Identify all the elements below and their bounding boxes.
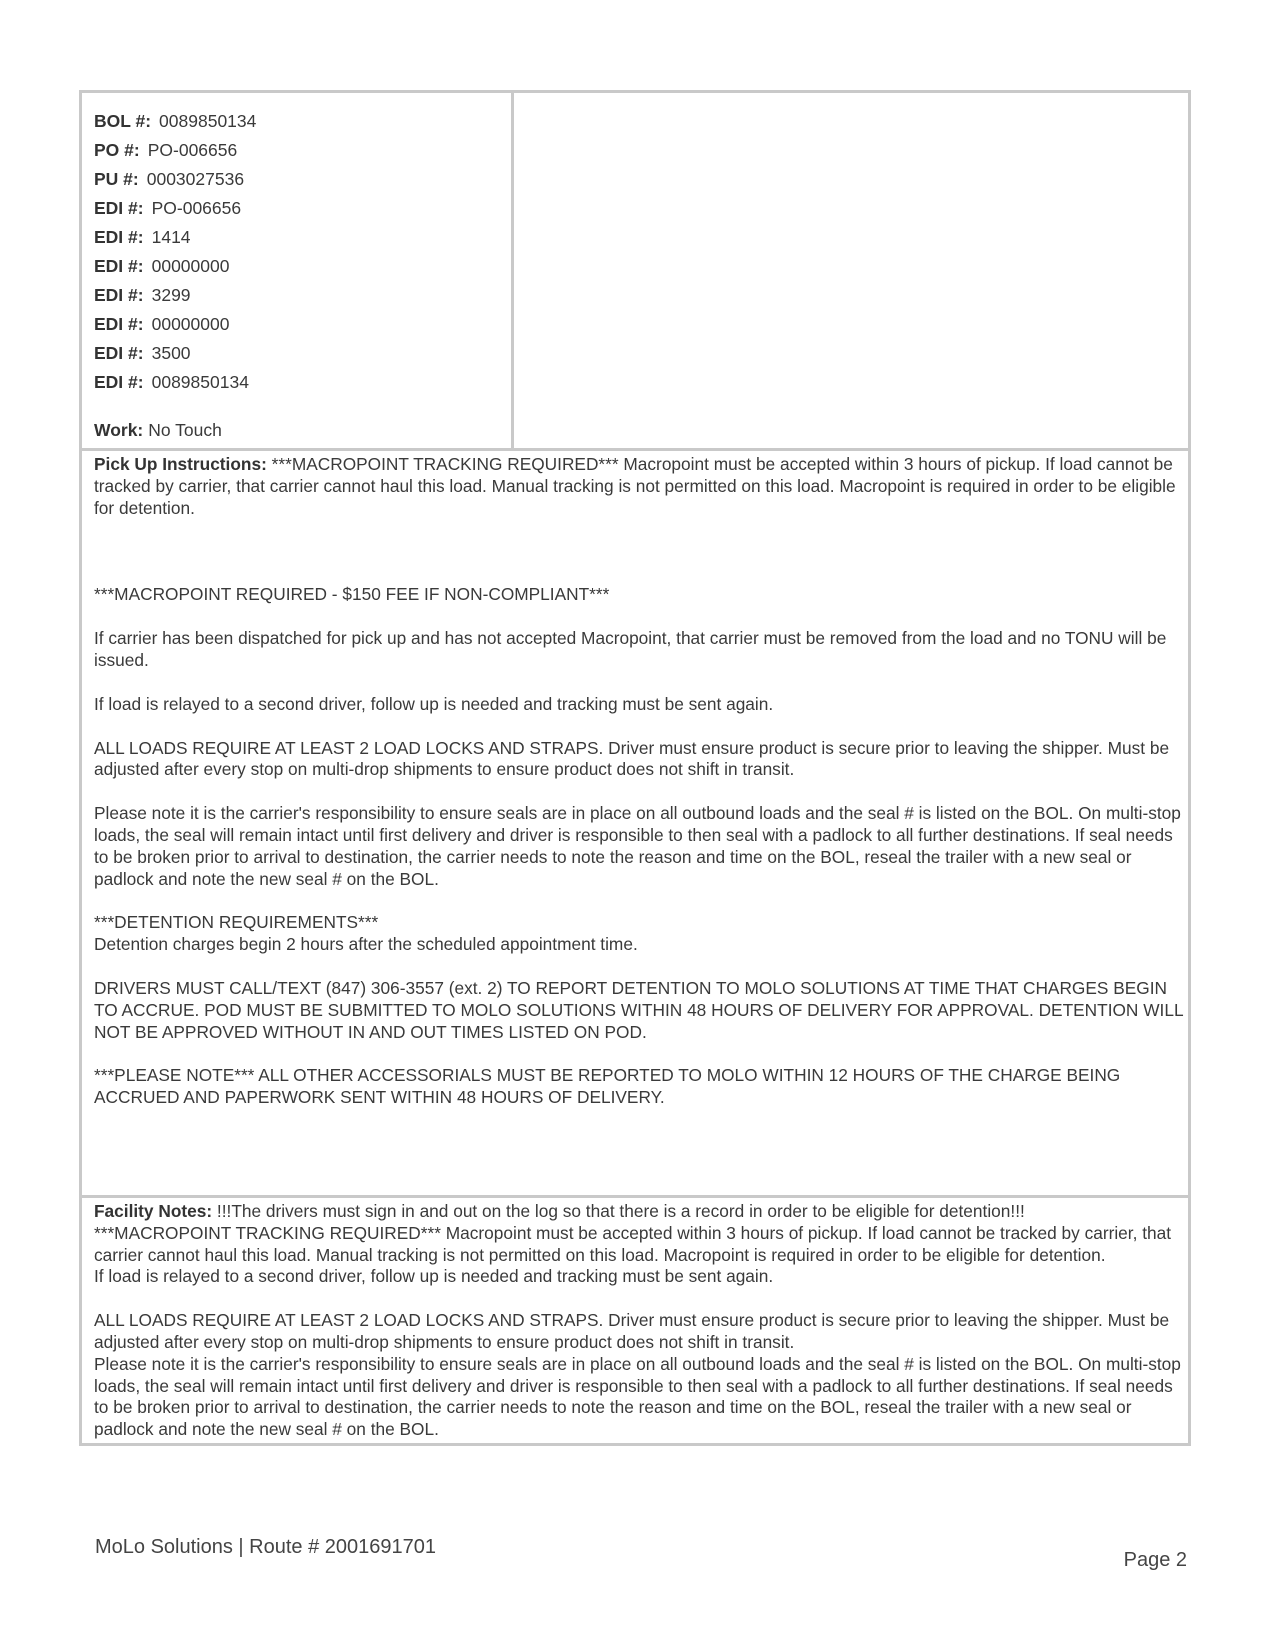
edi-number-line	[94, 281, 511, 310]
footer-route: MoLo Solutions | Route # 2001691701	[95, 1536, 437, 1558]
work-value: No Touch	[148, 420, 222, 440]
id-label: PO #:	[94, 140, 140, 160]
detention-paragraph	[94, 912, 1184, 956]
id-label: PU #:	[94, 169, 139, 189]
pu-number-line	[94, 165, 511, 194]
edi-number-line	[94, 310, 511, 339]
id-value: 00000000	[151, 256, 230, 276]
pickup-paragraph: If carrier has been dispatched for pick up and has not accepted Macropoint, that carrier must be removed from the load and no TONU will be issued.	[94, 628, 1167, 670]
pickup-instructions-label: Pick Up Instructions:	[94, 454, 267, 474]
pickup-paragraph	[94, 454, 1184, 519]
edi-number-line	[94, 223, 511, 252]
facility-paragraph: ALL LOADS REQUIRE AT LEAST 2 LOAD LOCKS AND STRAPS. Driver must ensure product is secure prior to leaving the shipper. Must be adjusted after every stop on multi-drop shipments to ensure product does not shift in transit.	[94, 1310, 1170, 1352]
bol-number-line	[94, 107, 511, 136]
id-value: 3299	[151, 285, 191, 305]
edi-number-line	[94, 339, 511, 368]
pickup-paragraph: ALL LOADS REQUIRE AT LEAST 2 LOAD LOCKS AND STRAPS. Driver must ensure product is secure prior to leaving the shipper. Must be adjusted after every stop on multi-drop shipments to ensure product does not shift in transit.	[94, 737, 1170, 780]
facility-paragraph	[94, 1201, 1184, 1223]
id-label: EDI #:	[94, 227, 144, 247]
reference-numbers-row	[82, 93, 1188, 451]
id-label: EDI #:	[94, 256, 144, 276]
pickup-paragraph: If load is relayed to a second driver, follow up is needed and tracking must be sent again.	[94, 693, 774, 714]
spacer	[94, 519, 1184, 584]
pickup-paragraph: Please note it is the carrier's responsibility to ensure seals are in place on all outbound loads and the seal # is listed on the BOL. On multi-stop loads, the seal will remain intact until first delivery and driver is responsible to then seal with a padlock to all further destinations. If seal needs to be broken prior to arrival to destination, the carrier needs to note the reason and time on the BOL, reseal the trailer with a new seal or padlock and note the new seal # on the BOL.	[94, 803, 1181, 889]
id-value: 0003027536	[146, 169, 245, 189]
id-value: 1414	[151, 227, 191, 247]
work-label: Work:	[94, 420, 144, 440]
id-value: PO-006656	[147, 140, 238, 160]
facility-notes-label: Facility Notes:	[94, 1201, 213, 1221]
pickup-paragraph: ***MACROPOINT REQUIRED - $150 FEE IF NON-COMPLIANT***	[94, 584, 610, 605]
id-label: EDI #:	[94, 314, 144, 334]
id-label: EDI #:	[94, 372, 144, 392]
detention-heading: ***DETENTION REQUIREMENTS***	[94, 912, 379, 933]
facility-paragraph: ***MACROPOINT TRACKING REQUIRED*** Macropoint must be accepted within 3 hours of pickup. If load cannot be tracked by carrier, that carrier cannot haul this load. Manual tracking is not permitted on this load. Macropoint is required in order to be eligible for detention.	[94, 1222, 1172, 1265]
id-label: EDI #:	[94, 343, 144, 363]
page-number: Page 2	[1123, 1549, 1187, 1571]
facility-text: !!!The drivers must sign in and out on the log so that there is a record in order to be eligible for detention!!!	[212, 1201, 1025, 1221]
id-value: PO-006656	[151, 198, 242, 218]
id-value: 0089850134	[159, 111, 257, 131]
pickup-instructions-cell	[82, 451, 1188, 1198]
facility-notes-cell	[82, 1198, 1188, 1443]
work-line	[94, 418, 511, 442]
facility-paragraph: Please note it is the carrier's responsibility to ensure seals are in place on all outbound loads and the seal # is listed on the BOL. On multi-stop loads, the seal will remain intact until first delivery and driver is responsible to then seal with a padlock to all further destinations. If seal needs to be broken prior to arrival to destination, the carrier needs to note the reason and time on the BOL, reseal the trailer with a new seal or padlock and note the new seal # on the BOL.	[94, 1353, 1181, 1440]
facility-paragraph: If load is relayed to a second driver, follow up is needed and tracking must be sent again.	[94, 1266, 774, 1287]
edi-number-line	[94, 252, 511, 281]
pickup-paragraph: DRIVERS MUST CALL/TEXT (847) 306-3557 (ext. 2) TO REPORT DETENTION TO MOLO SOLUTIONS AT TIME THAT CHARGES BEGIN TO ACCRUE. POD MUST BE SUBMITTED TO MOLO SOLUTIONS WITHIN 48 HOURS OF DELIVERY FOR APPROVAL. DETENTION WILL NOT BE APPROVED WITHOUT IN AND OUT TIMES LISTED ON POD.	[94, 977, 1183, 1042]
id-value: 3500	[151, 343, 191, 363]
id-label: EDI #:	[94, 198, 144, 218]
id-label: BOL #:	[94, 111, 152, 131]
pickup-paragraph: ***PLEASE NOTE*** ALL OTHER ACCESSORIALS MUST BE REPORTED TO MOLO WITHIN 12 HOURS OF THE CHARGE BEING ACCRUED AND PAPERWORK SENT WITHIN 48 HOURS OF DELIVERY.	[94, 1065, 1121, 1108]
edi-number-line	[94, 194, 511, 223]
pickup-text: ***MACROPOINT TRACKING REQUIRED*** Macropoint must be accepted within 3 hours of pickup. If load cannot be tracked by carrier, that carrier cannot haul this load. Manual tracking is not permitted on this load. Macropoint is required in order to be eligible for detention.	[94, 454, 1176, 518]
reference-numbers-cell	[82, 93, 514, 448]
id-label: EDI #:	[94, 285, 144, 305]
id-value: 0089850134	[151, 372, 249, 392]
id-value: 00000000	[151, 314, 230, 334]
edi-number-line	[94, 368, 511, 397]
detention-text: Detention charges begin 2 hours after the scheduled appointment time.	[94, 934, 638, 955]
po-number-line	[94, 136, 511, 165]
load-details-table	[79, 90, 1191, 1446]
empty-cell	[514, 93, 1188, 448]
